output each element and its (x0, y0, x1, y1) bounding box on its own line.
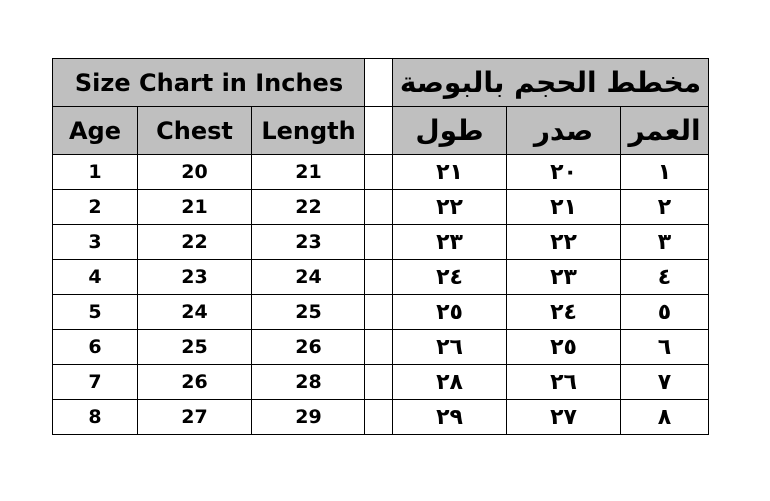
spacer-cell (365, 330, 393, 365)
chest-cell: 20 (138, 155, 252, 190)
english-chart-title: Size Chart in Inches (53, 59, 366, 107)
arabic-length-cell: ٢٩ (393, 400, 507, 435)
length-cell: 21 (252, 155, 366, 190)
arabic-chest-header: صدر (507, 107, 621, 155)
arabic-length-cell: ٢٢ (393, 190, 507, 225)
arabic-length-cell: ٢١ (393, 155, 507, 190)
age-cell: 4 (53, 260, 138, 295)
spacer-cell (365, 107, 393, 155)
arabic-age-cell: ٣ (621, 225, 709, 260)
length-cell: 29 (252, 400, 366, 435)
age-cell: 5 (53, 295, 138, 330)
arabic-header-row (393, 107, 709, 155)
arabic-size-chart (392, 58, 709, 435)
arabic-length-header: طول (393, 107, 507, 155)
length-cell: 25 (252, 295, 366, 330)
arabic-chart-title: مخطط الحجم بالبوصة (393, 59, 709, 107)
table-row (53, 190, 366, 225)
table-row (53, 155, 366, 190)
table-row (53, 225, 366, 260)
age-cell: 7 (53, 365, 138, 400)
chest-header: Chest (138, 107, 252, 155)
spacer-cell (365, 155, 393, 190)
arabic-age-header: العمر (621, 107, 709, 155)
spacer-cell (365, 260, 393, 295)
chest-cell: 24 (138, 295, 252, 330)
length-cell: 24 (252, 260, 366, 295)
chest-cell: 26 (138, 365, 252, 400)
arabic-chest-cell: ٢٤ (507, 295, 621, 330)
chest-cell: 22 (138, 225, 252, 260)
arabic-age-cell: ٢ (621, 190, 709, 225)
arabic-length-cell: ٢٤ (393, 260, 507, 295)
length-cell: 22 (252, 190, 366, 225)
arabic-chest-cell: ٢٢ (507, 225, 621, 260)
arabic-title-row (393, 59, 709, 107)
spacer-cell (365, 365, 393, 400)
arabic-age-cell: ٨ (621, 400, 709, 435)
arabic-age-cell: ٦ (621, 330, 709, 365)
english-header-row (53, 107, 366, 155)
spacer-cell (365, 400, 393, 435)
table-row (53, 400, 366, 435)
arabic-length-cell: ٢٨ (393, 365, 507, 400)
table-row (53, 330, 366, 365)
table-row (393, 190, 709, 225)
english-title-row (53, 59, 366, 107)
table-row (393, 155, 709, 190)
spacer-cell (365, 295, 393, 330)
age-cell: 2 (53, 190, 138, 225)
table-row (53, 365, 366, 400)
arabic-chest-cell: ٢٥ (507, 330, 621, 365)
length-cell: 28 (252, 365, 366, 400)
length-header: Length (252, 107, 366, 155)
table-row (393, 295, 709, 330)
arabic-chest-cell: ٢١ (507, 190, 621, 225)
age-cell: 3 (53, 225, 138, 260)
chest-cell: 25 (138, 330, 252, 365)
table-row (393, 400, 709, 435)
arabic-age-cell: ٧ (621, 365, 709, 400)
chest-cell: 23 (138, 260, 252, 295)
arabic-chest-cell: ٢٠ (507, 155, 621, 190)
table-row (53, 295, 366, 330)
spacer-cell (365, 225, 393, 260)
arabic-age-cell: ٤ (621, 260, 709, 295)
arabic-chest-cell: ٢٧ (507, 400, 621, 435)
arabic-length-cell: ٢٣ (393, 225, 507, 260)
arabic-chest-cell: ٢٣ (507, 260, 621, 295)
length-cell: 23 (252, 225, 366, 260)
length-cell: 26 (252, 330, 366, 365)
arabic-age-cell: ٥ (621, 295, 709, 330)
arabic-age-cell: ١ (621, 155, 709, 190)
english-size-chart (52, 58, 366, 435)
arabic-length-cell: ٢٥ (393, 295, 507, 330)
arabic-length-cell: ٢٦ (393, 330, 507, 365)
table-row (393, 260, 709, 295)
table-row (393, 225, 709, 260)
arabic-chest-cell: ٢٦ (507, 365, 621, 400)
table-row (53, 260, 366, 295)
spacer-cell (365, 59, 393, 107)
chest-cell: 21 (138, 190, 252, 225)
spacer-column (364, 58, 393, 435)
age-header: Age (53, 107, 138, 155)
age-cell: 8 (53, 400, 138, 435)
spacer-cell (365, 190, 393, 225)
age-cell: 1 (53, 155, 138, 190)
chest-cell: 27 (138, 400, 252, 435)
table-row (393, 330, 709, 365)
table-row (393, 365, 709, 400)
age-cell: 6 (53, 330, 138, 365)
